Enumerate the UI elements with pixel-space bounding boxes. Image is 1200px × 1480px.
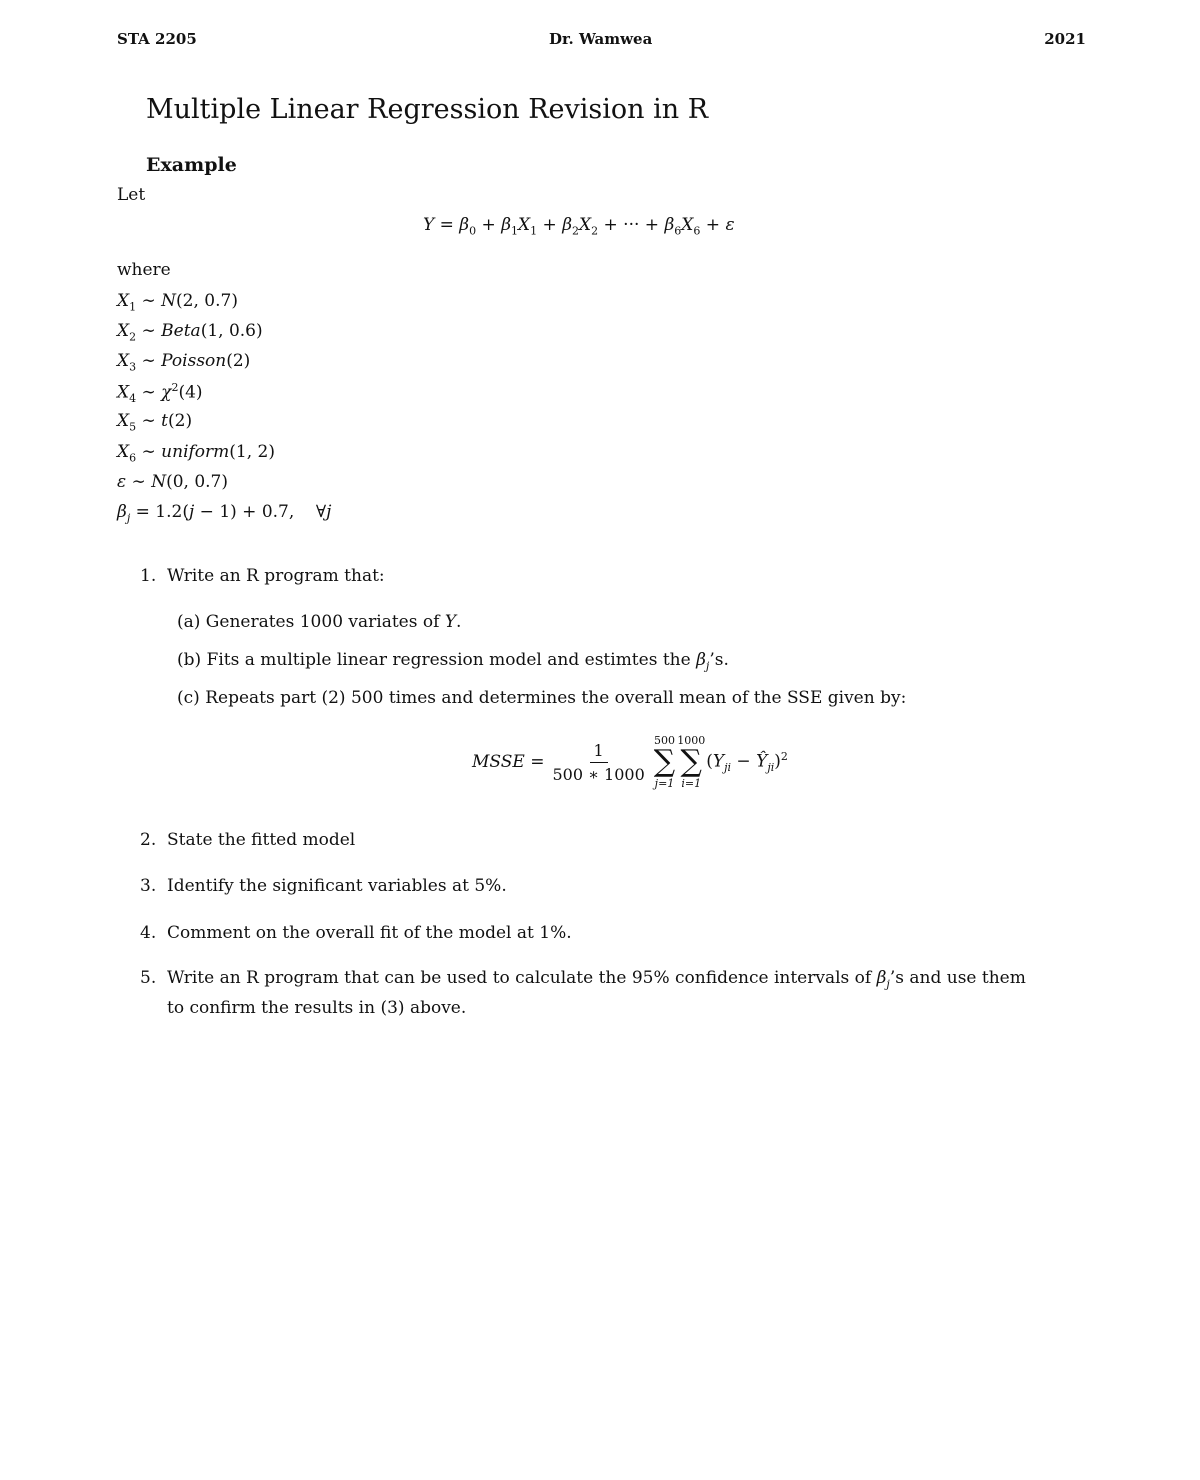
- subpart-c: [177, 688, 906, 708]
- sum2-lower: i=1: [681, 777, 702, 790]
- question-5-line-1: Write an R program that can be used to calculate the 95% confidence intervals of $\beta_j’s$ and use them: [167, 968, 1026, 991]
- header-course-code: STA 2205: [117, 30, 197, 48]
- definition-x4: $X_4$ ∼ $\chi^2(4)$: [117, 381, 203, 406]
- question-2-text: State the fitted model: [167, 830, 356, 850]
- header-author: Dr. Wamwea: [549, 30, 653, 48]
- header-year: 2021: [1044, 30, 1086, 48]
- subpart-a-label: (a): [177, 612, 201, 632]
- definition-x5: $X_5$ ∼ t(2): [117, 411, 193, 434]
- subpart-c-label: (c): [177, 688, 200, 708]
- question-5-line-2: to confirm the results in (3) above.: [167, 998, 467, 1018]
- question-3-text: Identify the significant variables at 5%.: [167, 876, 507, 896]
- question-3-number: 3.: [140, 876, 157, 896]
- msse-formula: MSSE = $\frac{1}{500 ∗ 1000}$ 500 ∑ j=1 1000 ∑ i=1 ($Y_{ji}$ − $Ŷ_{ji})^2$: [472, 734, 788, 790]
- question-1-text: Write an R program that:: [167, 566, 385, 586]
- definition-x6: $X_6$ ∼ uniform(1, 2): [117, 442, 275, 465]
- subpart-c-text: Repeats part (2) 500 times and determines the overall mean of the SSE given by:: [205, 688, 907, 708]
- definition-x2: $X_2$ ∼ Beta(1, 0.6): [117, 321, 263, 344]
- subpart-b: (b) Fits a multiple linear regression model and estimtes the $\beta_j’s$.: [177, 650, 729, 673]
- question-2-number: 2.: [140, 830, 157, 850]
- msse-numerator: 1: [590, 741, 608, 763]
- let-label: Let: [117, 185, 146, 205]
- question-4-number: 4.: [140, 923, 157, 943]
- definition-x1: $X_1$ ∼ N(2, 0.7): [117, 291, 238, 314]
- question-5-number: 5.: [140, 968, 157, 988]
- example-heading: Example: [146, 154, 237, 176]
- page-title: Multiple Linear Regression Revision in R: [146, 94, 709, 125]
- definition-x3: $X_3$ ∼ Poisson(2): [117, 351, 251, 374]
- model-equation: $Y = \beta_0 + \beta_1X_1 + \beta_2X_2$ + ··· + $\beta_6X_6 + \varepsilon$: [423, 215, 735, 238]
- sum1-upper: 500: [653, 734, 675, 747]
- msse-denominator: 500 ∗ 1000: [552, 764, 645, 784]
- question-1-number: 1.: [140, 566, 157, 586]
- subpart-b-label: (b): [177, 650, 202, 670]
- sum1-lower: j=1: [654, 777, 675, 790]
- definition-beta: $\beta_j = 1.2(j - 1) + 0.7$, ∀j: [117, 502, 332, 525]
- msse-lhs: MSSE =: [472, 752, 545, 772]
- question-4-text: Comment on the overall fit of the model at 1%.: [167, 923, 572, 943]
- definition-error: ε ∼ N(0, 0.7): [117, 472, 228, 492]
- where-label: where: [117, 260, 171, 280]
- sum2-upper: 1000: [677, 734, 706, 747]
- subpart-a: (a) Generates 1000 variates of Y.: [177, 612, 462, 632]
